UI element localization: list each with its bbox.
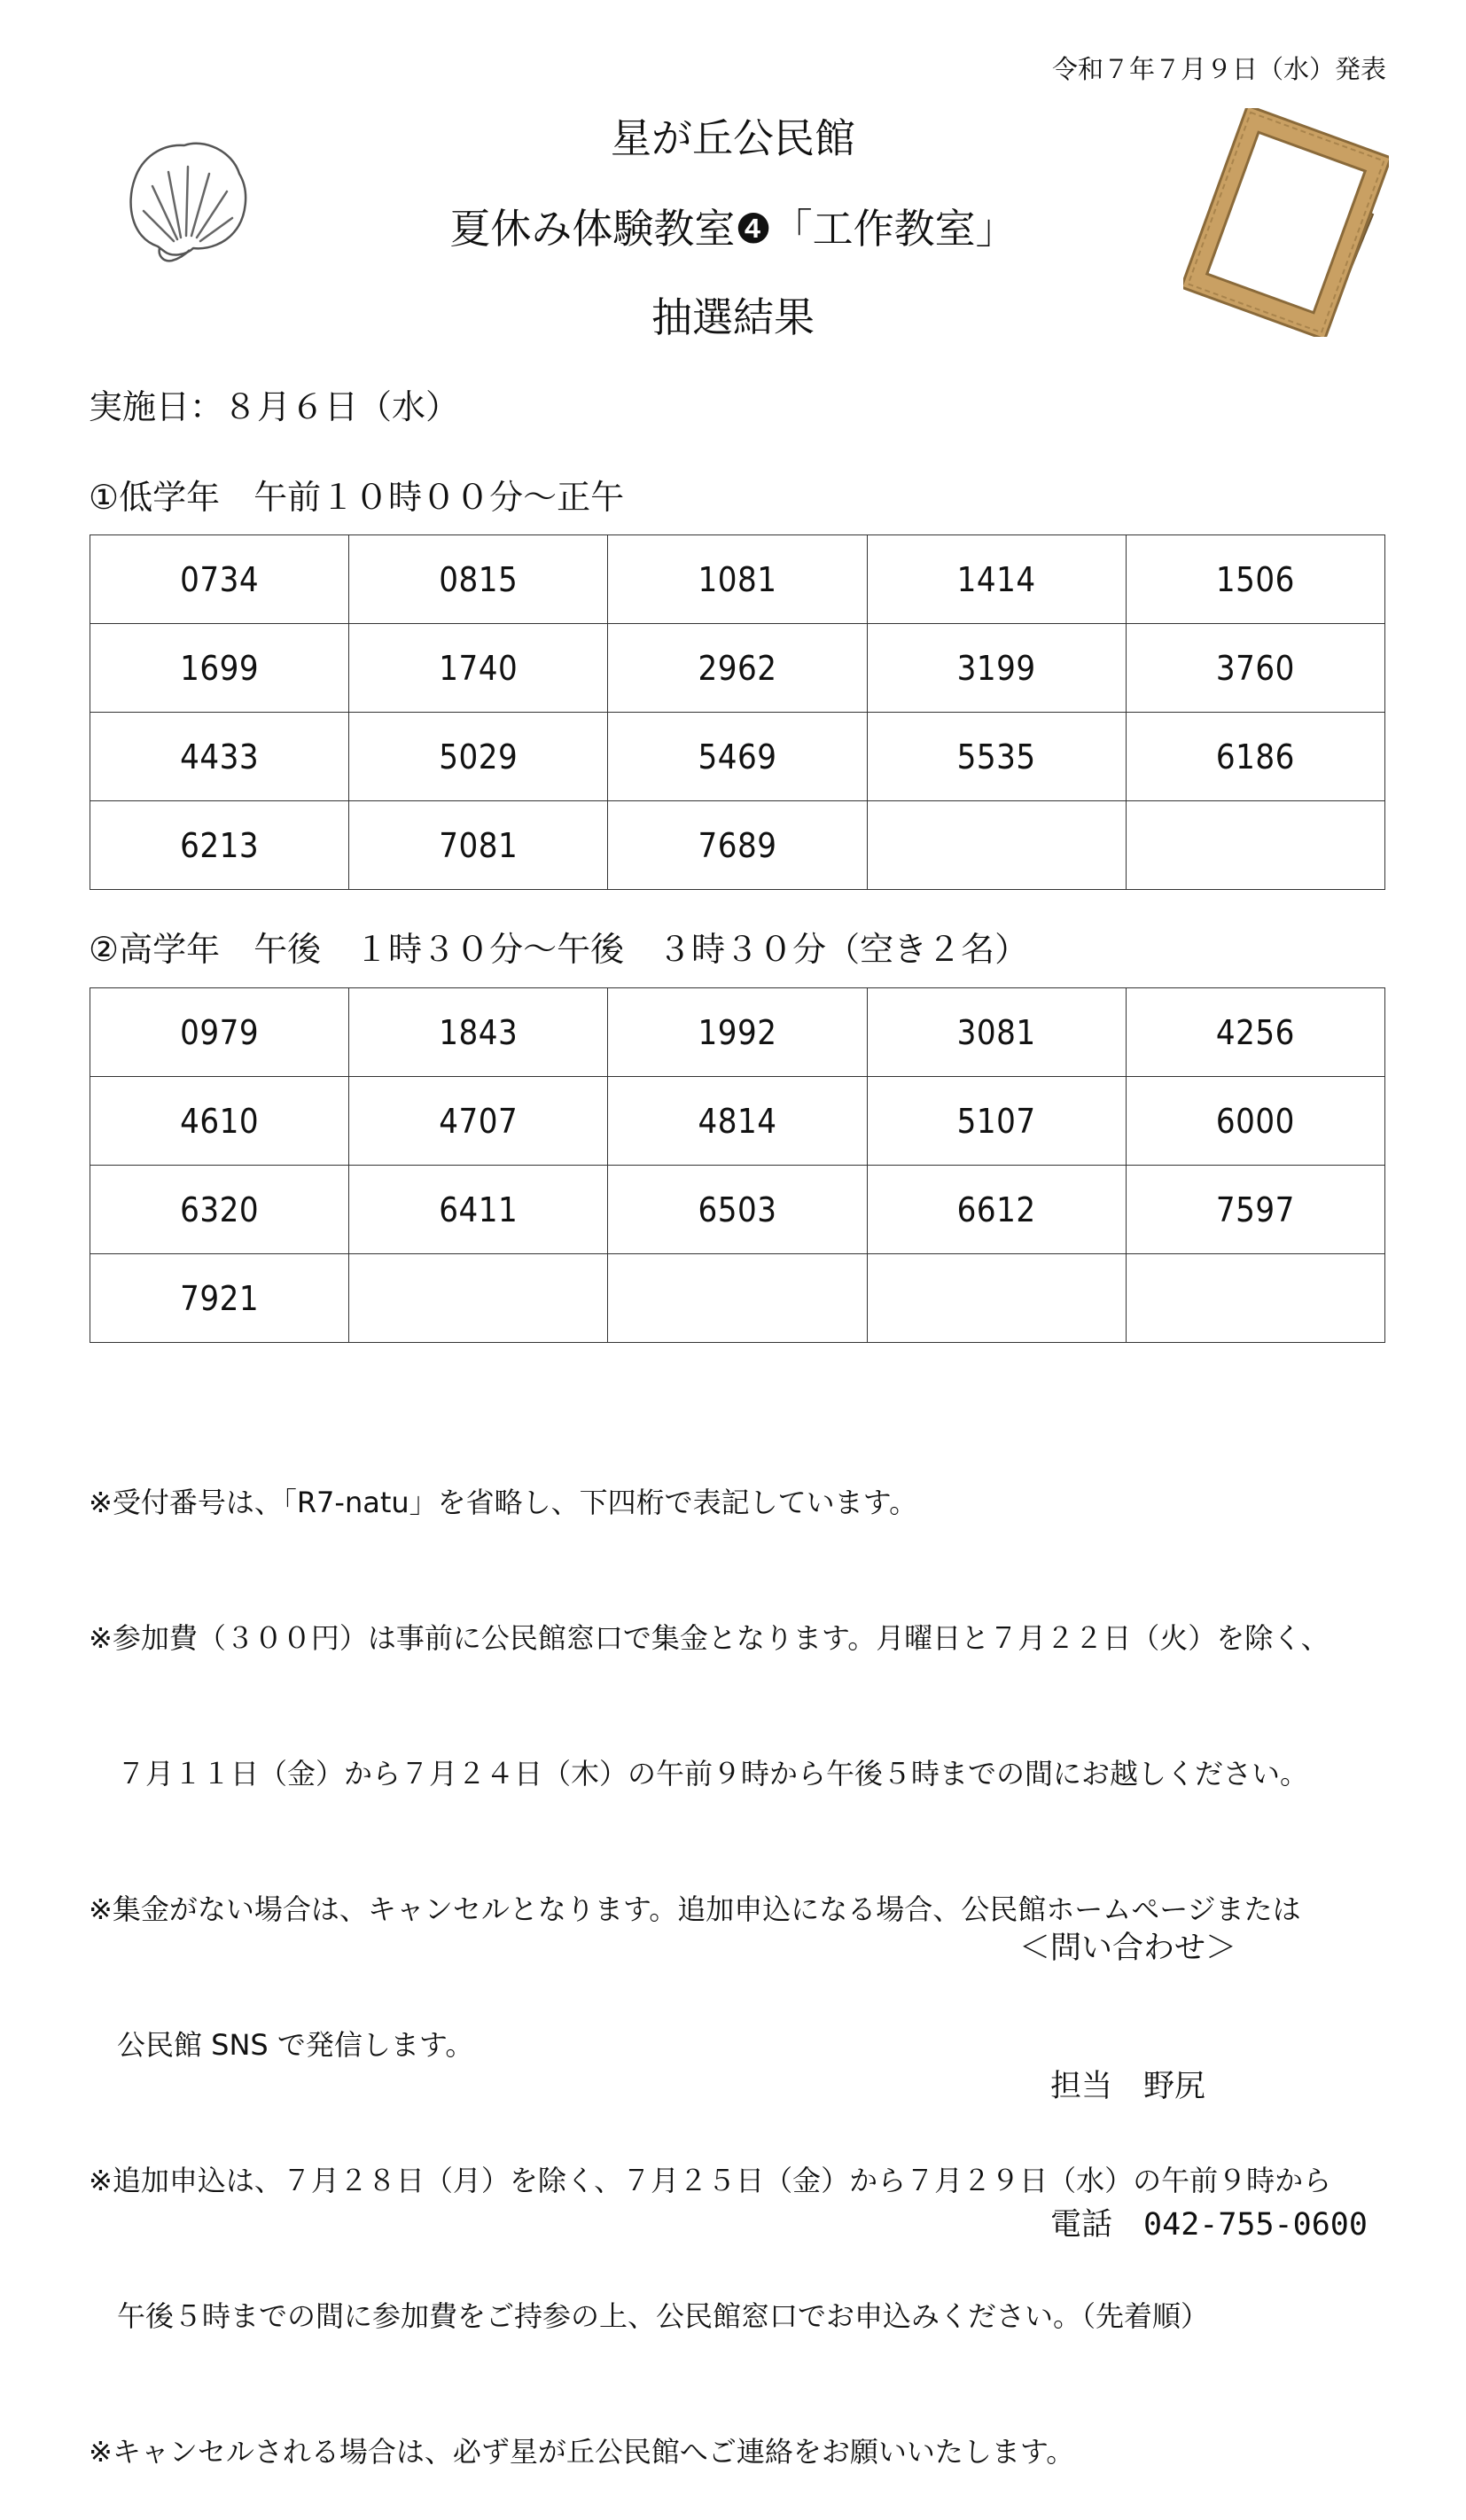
note-line: 公民館 SNS で発信します。 xyxy=(89,2028,474,2062)
table-cell xyxy=(1126,801,1384,890)
upper-grade-table xyxy=(90,987,1385,1343)
table-cell: 4707 xyxy=(349,1077,608,1166)
title-results: 抽選結果 xyxy=(651,293,815,341)
title-facility: 星が丘公民館 xyxy=(611,114,855,162)
table-cell: 2962 xyxy=(608,624,867,713)
note-line: ７月１１日（金）から７月２４日（木）の午前９時から午後５時までの間にお越しください。 xyxy=(89,1757,1309,1791)
table-cell: 3760 xyxy=(1126,624,1384,713)
table-cell: 6612 xyxy=(867,1166,1126,1254)
table-row xyxy=(90,988,1385,1077)
note-line: ※参加費（３００円）は事前に公民館窓口で集金となります。月曜日と７月２２日（火）を除く、 xyxy=(89,1621,1330,1655)
table-row xyxy=(90,801,1385,890)
contact-heading: ＜問い合わせ＞ xyxy=(1019,1931,1237,1966)
table-cell: 7689 xyxy=(608,801,867,890)
note-line: ※追加申込は、７月２８日（月）を除く、７月２５日（金）から７月２９日（水）の午前９時から xyxy=(89,2164,1332,2197)
table-row xyxy=(90,1077,1385,1166)
table-cell: 6213 xyxy=(90,801,349,890)
table-cell: 4256 xyxy=(1126,988,1384,1077)
table-cell: 0815 xyxy=(349,535,608,624)
section-heading-lower-grade: ①低学年 午前１０時００分～正午 xyxy=(89,478,625,517)
table-cell xyxy=(608,1254,867,1343)
table-cell: 1699 xyxy=(90,624,349,713)
table-cell: 4814 xyxy=(608,1077,867,1166)
table-cell: 5535 xyxy=(867,713,1126,801)
table-cell: 6320 xyxy=(90,1166,349,1254)
table-cell: 0979 xyxy=(90,988,349,1077)
table-cell: 4433 xyxy=(90,713,349,801)
note-line: ※集金がない場合は、キャンセルとなります。追加申込になる場合、公民館ホームページまたは xyxy=(89,1892,1301,1926)
table-cell: 6503 xyxy=(608,1166,867,1254)
table-cell: 4610 xyxy=(90,1077,349,1166)
contact-phone-label: 電話 xyxy=(1050,2207,1113,2243)
table-row xyxy=(90,713,1385,801)
table-cell: 5029 xyxy=(349,713,608,801)
table-cell: 7921 xyxy=(90,1254,349,1343)
note-line: ※受付番号は、「R7-natu」を省略し、下四桁で表記しています。 xyxy=(89,1486,918,1519)
table-cell: 5107 xyxy=(867,1077,1126,1166)
table-row xyxy=(90,624,1385,713)
table-cell: 1740 xyxy=(349,624,608,713)
event-date: 実施日：８月６日（水） xyxy=(89,387,460,426)
contact-person-label: 担当 xyxy=(1050,2069,1113,2104)
table-cell xyxy=(867,1254,1126,1343)
contact-phone: 042-755-0600 xyxy=(1143,2207,1368,2243)
contact-block xyxy=(1019,1833,1368,2294)
section-heading-upper-grade: ②高学年 午後 １時３０分～午後 ３時３０分（空き２名） xyxy=(89,930,1029,969)
table-cell: 7081 xyxy=(349,801,608,890)
table-cell xyxy=(1126,1254,1384,1343)
table-cell: 1506 xyxy=(1126,535,1384,624)
table-cell: 6000 xyxy=(1126,1077,1384,1166)
table-cell: 1843 xyxy=(349,988,608,1077)
table-cell: 5469 xyxy=(608,713,867,801)
note-line: 午後５時までの間に参加費をご持参の上、公民館窓口でお申込みください。（先着順） xyxy=(89,2299,1210,2333)
contact-phone-row xyxy=(1019,2202,1368,2248)
table-cell: 3199 xyxy=(867,624,1126,713)
table-row xyxy=(90,535,1385,624)
contact-person-row xyxy=(1019,2064,1368,2110)
contact-person: 野尻 xyxy=(1143,2069,1206,2104)
table-cell: 3081 xyxy=(867,988,1126,1077)
table-row xyxy=(90,1254,1385,1343)
table-cell: 0734 xyxy=(90,535,349,624)
note-line: ※キャンセルされる場合は、必ず星が丘公民館へご連絡をお願いいたします。 xyxy=(89,2435,1075,2469)
title-event: 夏休み体験教室❹「工作教室」 xyxy=(449,205,1017,253)
table-row xyxy=(90,1166,1385,1254)
table-cell: 7597 xyxy=(1126,1166,1384,1254)
table-cell: 1414 xyxy=(867,535,1126,624)
lower-grade-table xyxy=(90,534,1385,890)
table-cell xyxy=(349,1254,608,1343)
issued-date: 令和７年７月９日（水）発表 xyxy=(1051,54,1386,84)
table-cell: 6411 xyxy=(349,1166,608,1254)
table-cell: 1992 xyxy=(608,988,867,1077)
table-cell: 6186 xyxy=(1126,713,1384,801)
table-cell: 1081 xyxy=(608,535,867,624)
table-cell xyxy=(867,801,1126,890)
